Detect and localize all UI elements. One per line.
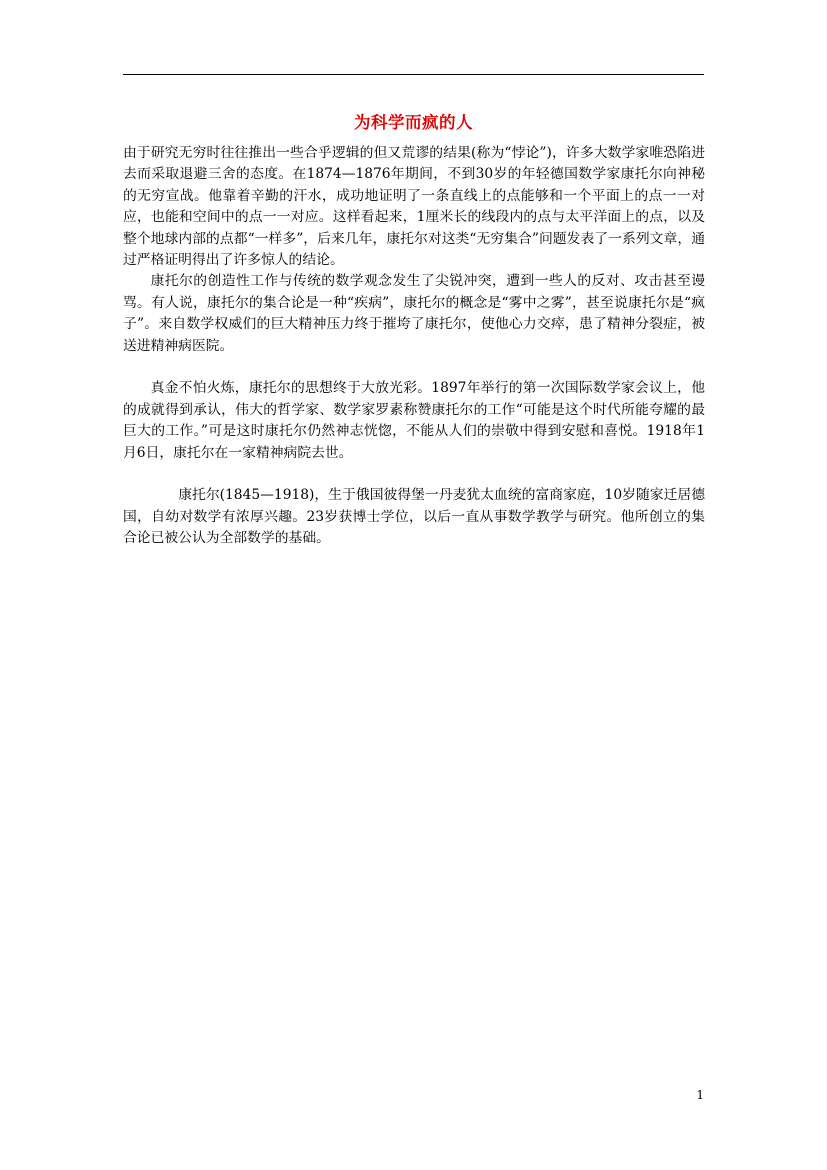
document-title: 为科学而疯的人	[354, 113, 473, 132]
paragraph-3: 真金不怕火炼，康托尔的思想终于大放光彩。1897年举行的第一次国际数学家会议上，他的成就得到承认，伟大的哲学家、数学家罗素称赞康托尔的工作“可能是这个时代所能夸耀的最巨大的工作。”可是这时康托尔仍然神志恍惚，不能从人们的崇敬中得到安慰和喜悦。1918年1月6日，康托尔在一家精神病院去世。	[123, 380, 705, 461]
paragraph-4: 康托尔(1845—1918)，生于俄国彼得堡一丹麦犹太血统的富商家庭，10岁随家迁居德国，自幼对数学有浓厚兴趣。23岁获博士学位，以后一直从事数学教学与研究。他所创立的集合论已被公认为全部数学的基础。	[123, 487, 705, 547]
paragraph-1: 由于研究无穷时往往推出一些合乎逻辑的但又荒谬的结果(称为“悖论”)，许多大数学家唯恐陷进去而采取退避三舍的态度。在1874—1876年期间，不到30岁的年轻德国数学家康托尔向神秘的无穷宣战。他靠着辛勤的汗水，成功地证明了一条直线上的点能够和一个平面上的点一一对应，也能和空间中的点一一对应。这样看起来，1厘米长的线段内的点与太平洋面上的点，以及整个地球内部的点都“一样多”，后来几年，康托尔对这类“无穷集合”问题发表了一系列文章，通过严格证明得出了许多惊人的结论。	[123, 145, 705, 269]
page-number: 1	[696, 1088, 704, 1102]
paragraph-2: 康托尔的创造性工作与传统的数学观念发生了尖锐冲突，遭到一些人的反对、攻击甚至谩骂。有人说，康托尔的集合论是一种“疾病”，康托尔的概念是“雾中之雾”，甚至说康托尔是“疯子”。来自数学权威们的巨大精神压力终于摧垮了康托尔，使他心力交瘁，患了精神分裂症，被送进精神病医院。	[123, 273, 705, 354]
header-rule	[123, 74, 704, 75]
document-body	[123, 143, 705, 550]
